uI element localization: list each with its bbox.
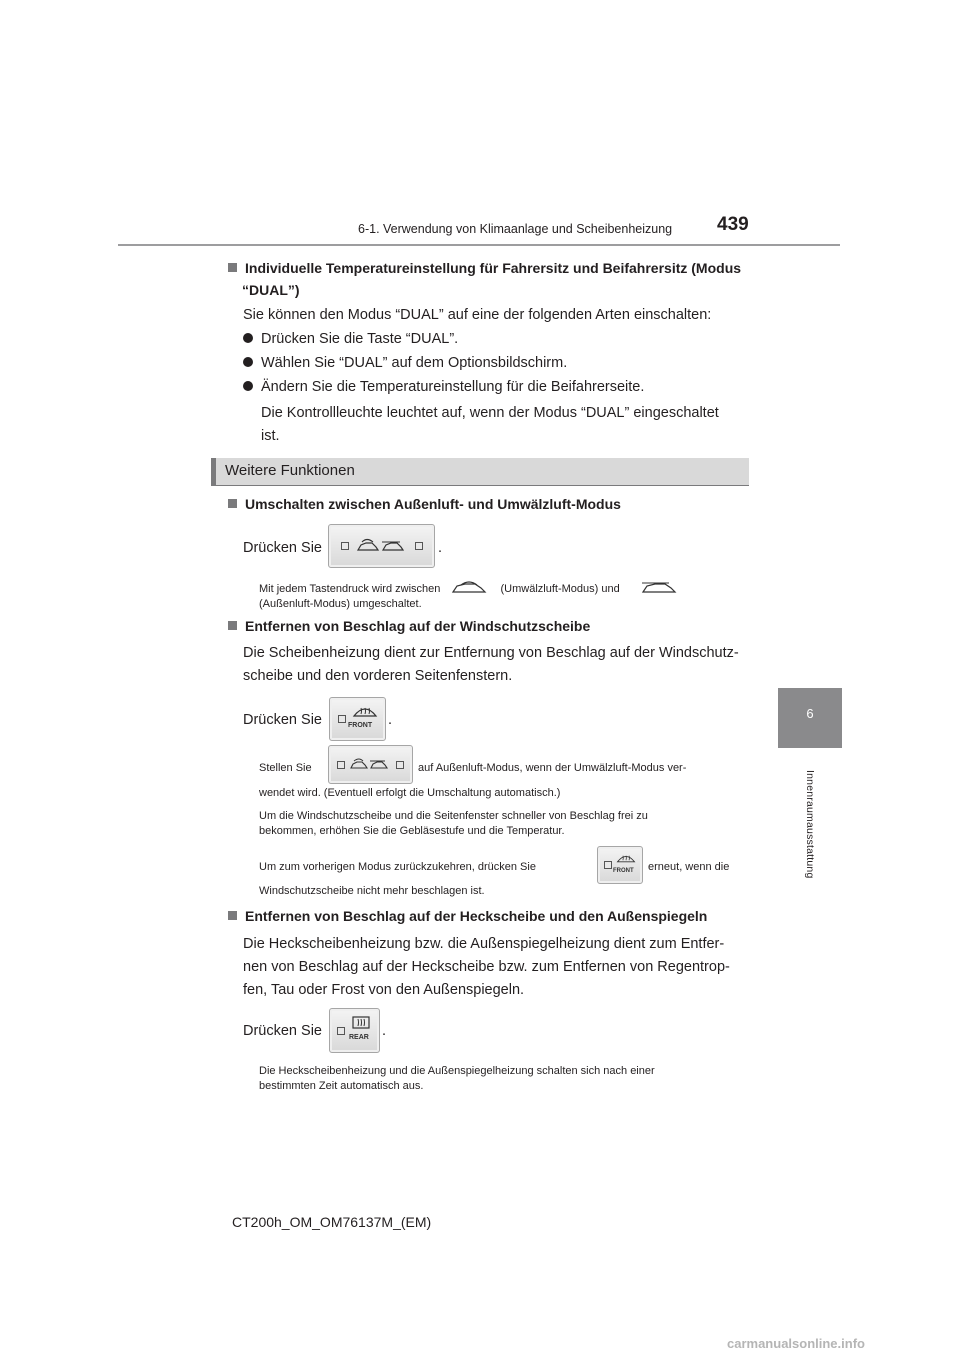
recirc-note-c: (Außenluft-Modus) umgeschaltet. xyxy=(259,597,422,610)
dual-note xyxy=(261,402,746,448)
bullet-icon xyxy=(243,333,253,343)
recirc-button-small[interactable] xyxy=(328,745,413,784)
windshield-note2 xyxy=(259,809,747,838)
rear-body-line2: nen von Beschlag auf der Heckscheibe bzw. zum Entfernen von Regentrop- xyxy=(243,959,730,975)
rear-note-line2: bestimmten Zeit automatisch aus. xyxy=(259,1079,424,1092)
dual-heading-line1: Individuelle Temperatureinstellung für Fahrersitz und Beifahrersitz (Modus xyxy=(245,260,742,276)
section-header xyxy=(211,458,749,486)
rear-heading xyxy=(228,905,707,927)
led-indicator xyxy=(341,542,349,550)
car-recirculation-icon xyxy=(350,757,390,771)
heading-square-icon xyxy=(228,621,237,630)
windshield-note3-a: Um zum vorherigen Modus zurückzukehren, drücken Sie xyxy=(259,861,536,873)
rear-press-end: . xyxy=(382,1023,387,1039)
front-defroster-button-small[interactable] xyxy=(597,846,643,884)
chapter-label-wrap xyxy=(778,770,842,890)
dual-bullet-1 xyxy=(243,328,458,351)
front-button-text: FRONT xyxy=(348,722,373,729)
recirc-note-a: Mit jedem Tastendruck wird zwischen xyxy=(259,583,441,595)
front-defroster-icon xyxy=(352,704,378,718)
rear-body-line3: fen, Tau oder Frost von den Außenspiegeln. xyxy=(243,982,525,998)
led-indicator xyxy=(415,542,423,550)
windshield-note2-line2: bekommen, erhöhen Sie die Gebläsestufe und die Temperatur. xyxy=(259,824,565,837)
rear-note xyxy=(259,1064,747,1093)
windshield-note2-line1: Um die Windschutzscheibe und die Seitenfenster schneller von Beschlag frei zu xyxy=(259,810,648,822)
windshield-body-line1: Die Scheibenheizung dient zur Entfernung von Beschlag auf der Windschutz- xyxy=(243,645,739,661)
rear-heading-text: Entfernen von Beschlag auf der Heckscheibe und den Außenspiegeln xyxy=(245,908,708,924)
windshield-heading xyxy=(228,615,590,637)
windshield-note1-a: Stellen Sie xyxy=(259,762,312,774)
dual-bullet-2 xyxy=(243,352,567,375)
chapter-label: Innenraumausstattung xyxy=(804,770,816,879)
heading-square-icon xyxy=(228,499,237,508)
dual-bullet-1-text: Drücken Sie die Taste “DUAL”. xyxy=(261,331,459,347)
windshield-body-line2: scheibe und den vorderen Seitenfenstern. xyxy=(243,668,513,684)
recirc-heading-text: Umschalten zwischen Außenluft- und Umwälzluft-Modus xyxy=(245,496,621,512)
led-indicator xyxy=(337,761,345,769)
heading-square-icon xyxy=(228,911,237,920)
footer-code: CT200h_OM_OM76137M_(EM) xyxy=(232,1214,432,1230)
led-indicator xyxy=(396,761,404,769)
windshield-body xyxy=(243,642,746,688)
heading-square-icon xyxy=(228,263,237,272)
rear-defroster-button[interactable] xyxy=(329,1008,380,1053)
led-indicator xyxy=(604,861,612,869)
windshield-note3-c: Windschutzscheibe nicht mehr beschlagen ist. xyxy=(259,885,485,897)
led-indicator xyxy=(337,1027,345,1035)
dual-intro: Sie können den Modus “DUAL” auf eine der folgenden Arten einschalten: xyxy=(243,307,712,323)
front-defroster-button[interactable] xyxy=(329,697,386,741)
watermark: carmanualsonline.info xyxy=(727,1336,865,1351)
windshield-note3-b: erneut, wenn die xyxy=(648,861,730,873)
dual-heading-line2: “DUAL”) xyxy=(242,282,300,298)
recirc-press-end: . xyxy=(438,540,443,556)
rear-body-line1: Die Heckscheibenheizung bzw. die Außenspiegelheizung dient zum Entfer- xyxy=(243,936,725,952)
car-recirculation-icon xyxy=(356,537,406,555)
recirc-note xyxy=(259,580,747,611)
chapter-number: 6 xyxy=(806,706,814,721)
rear-defroster-icon xyxy=(352,1016,370,1029)
page-number: 439 xyxy=(717,214,749,235)
recirc-press-label: Drücken Sie xyxy=(243,540,322,556)
car-recirculation-icon xyxy=(451,580,489,594)
header-title: 6-1. Verwendung von Klimaanlage und Scheibenheizung xyxy=(358,222,673,236)
windshield-note1-b: auf Außenluft-Modus, wenn der Umwälzluft-Modus ver- xyxy=(418,762,687,774)
dual-note-line1: Die Kontrollleuchte leuchtet auf, wenn der Modus “DUAL” eingeschaltet xyxy=(261,405,719,421)
windshield-note1-c: wendet wird. (Eventuell erfolgt die Umschaltung automatisch.) xyxy=(259,787,561,799)
windshield-heading-text: Entfernen von Beschlag auf der Windschutzscheibe xyxy=(245,618,591,634)
recirc-note-b: (Umwälzluft-Modus) und xyxy=(500,583,620,595)
section-accent xyxy=(211,458,216,485)
dual-heading xyxy=(228,257,758,301)
front-button-text-small: FRONT xyxy=(613,868,634,874)
recirc-heading xyxy=(228,493,621,515)
dual-bullet-3 xyxy=(243,376,644,399)
led-indicator xyxy=(338,715,346,723)
dual-bullet-3-text: Ändern Sie die Temperatureinstellung für die Beifahrerseite. xyxy=(261,379,645,395)
front-defroster-icon xyxy=(616,852,636,864)
rear-button-text: REAR xyxy=(349,1034,369,1041)
windshield-press-end: . xyxy=(388,712,393,728)
bullet-icon xyxy=(243,357,253,367)
dual-note-line2: ist. xyxy=(261,428,280,444)
section-title: Weitere Funktionen xyxy=(225,462,355,479)
dual-bullet-2-text: Wählen Sie “DUAL” auf dem Optionsbildschirm. xyxy=(261,355,568,371)
header-rule xyxy=(118,244,840,246)
car-outside-air-icon xyxy=(641,580,679,594)
recirc-button[interactable] xyxy=(328,524,435,568)
bullet-icon xyxy=(243,381,253,391)
rear-press-label: Drücken Sie xyxy=(243,1023,322,1039)
rear-body xyxy=(243,933,746,1002)
rear-note-line1: Die Heckscheibenheizung und die Außenspiegelheizung schalten sich nach einer xyxy=(259,1065,655,1077)
windshield-press-label: Drücken Sie xyxy=(243,712,322,728)
